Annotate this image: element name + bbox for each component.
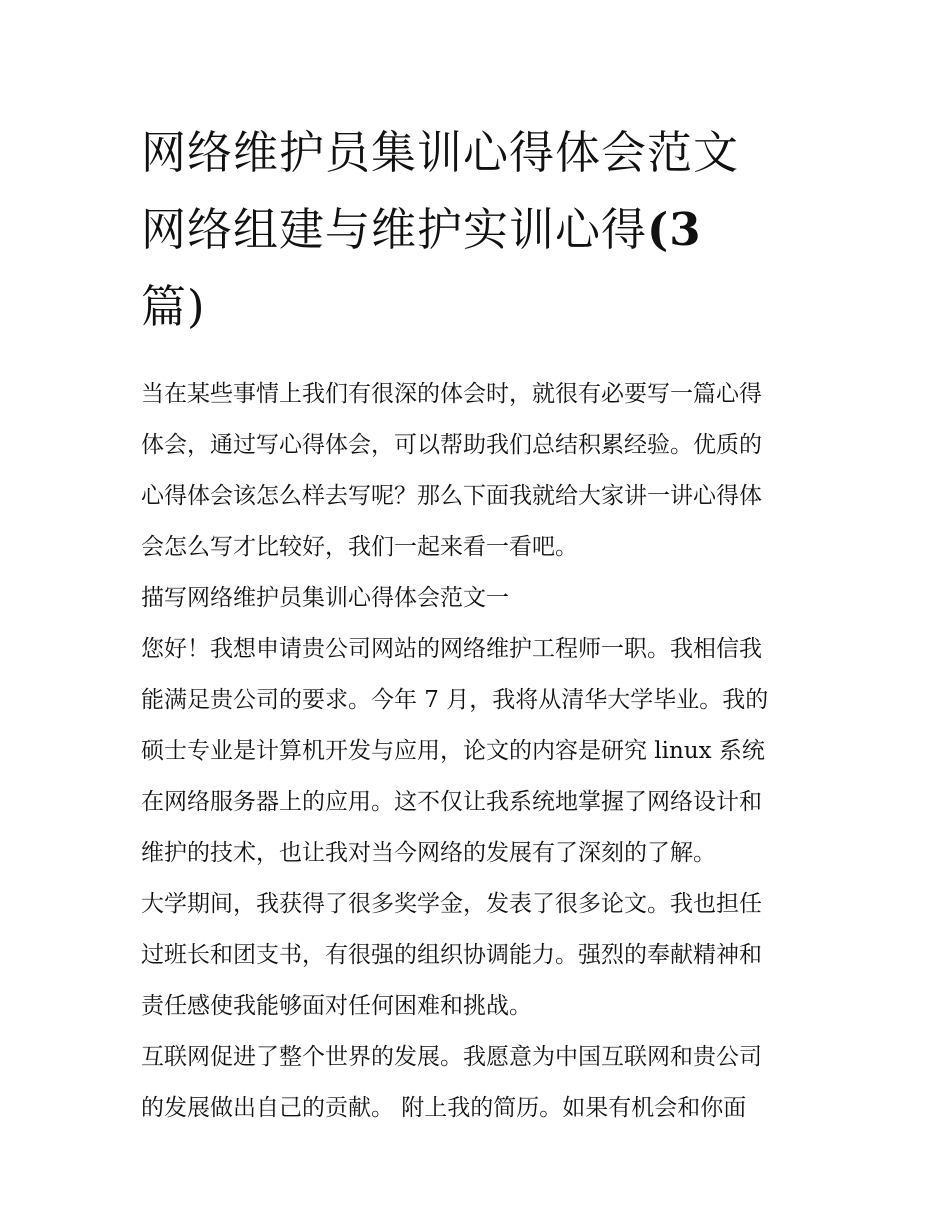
document-title: [141, 114, 813, 345]
paragraph-application: [141, 624, 813, 879]
title-line-2-text: 网络组建与维护实训心得: [141, 203, 648, 256]
paragraph-intro: [141, 369, 813, 573]
paragraph-line: 硕士专业是计算机开发与应用，论文的内容是研究 linux 系统: [141, 738, 765, 764]
paragraph-line: 互联网促进了整个世界的发展。我愿意为中国互联网和贵公司: [141, 1044, 762, 1070]
document-content: [141, 114, 813, 1134]
paragraph-line: 过班长和团支书，有很强的组织协调能力。强烈的奉献精神和: [141, 942, 762, 968]
paragraph-line: 能满足贵公司的要求。今年 7 月，我将从清华大学毕业。我的: [141, 687, 769, 713]
paragraph-line: 会怎么写才比较好，我们一起来看一看吧。: [141, 534, 578, 560]
paragraph-line: 当在某些事情上我们有很深的体会时，就很有必要写一篇心得: [141, 381, 762, 407]
paragraph-university: [141, 879, 813, 1032]
title-line-2-suffix: (3: [647, 203, 702, 256]
paragraph-line: 的发展做出自己的贡献。 附上我的简历。如果有机会和你面: [141, 1095, 747, 1121]
section-heading: [141, 573, 813, 624]
paragraph-line: 您好！我想申请贵公司网站的网络维护工程师一职。我相信我: [141, 636, 762, 662]
paragraph-line: 责任感使我能够面对任何困难和挑战。: [141, 993, 532, 1019]
paragraph-line: 在网络服务器上的应用。这不仅让我系统地掌握了网络设计和: [141, 789, 762, 815]
section-heading-text: 描写网络维护员集训心得体会范文一: [141, 585, 509, 611]
paragraph-line: 心得体会该怎么样去写呢？那么下面我就给大家讲一讲心得体: [141, 483, 762, 509]
paragraph-line: 大学期间，我获得了很多奖学金，发表了很多论文。我也担任: [141, 891, 762, 917]
title-line-1: 网络维护员集训心得体会范文: [141, 126, 740, 179]
title-line-2: [141, 191, 813, 268]
title-line-3: 篇): [141, 280, 206, 333]
paragraph-line: 体会，通过写心得体会，可以帮助我们总结积累经验。优质的: [141, 432, 762, 458]
paragraph-line: 维护的技术，也让我对当今网络的发展有了深刻的了解。: [141, 840, 716, 866]
paragraph-closing: [141, 1032, 813, 1134]
document-body: [141, 369, 813, 1134]
